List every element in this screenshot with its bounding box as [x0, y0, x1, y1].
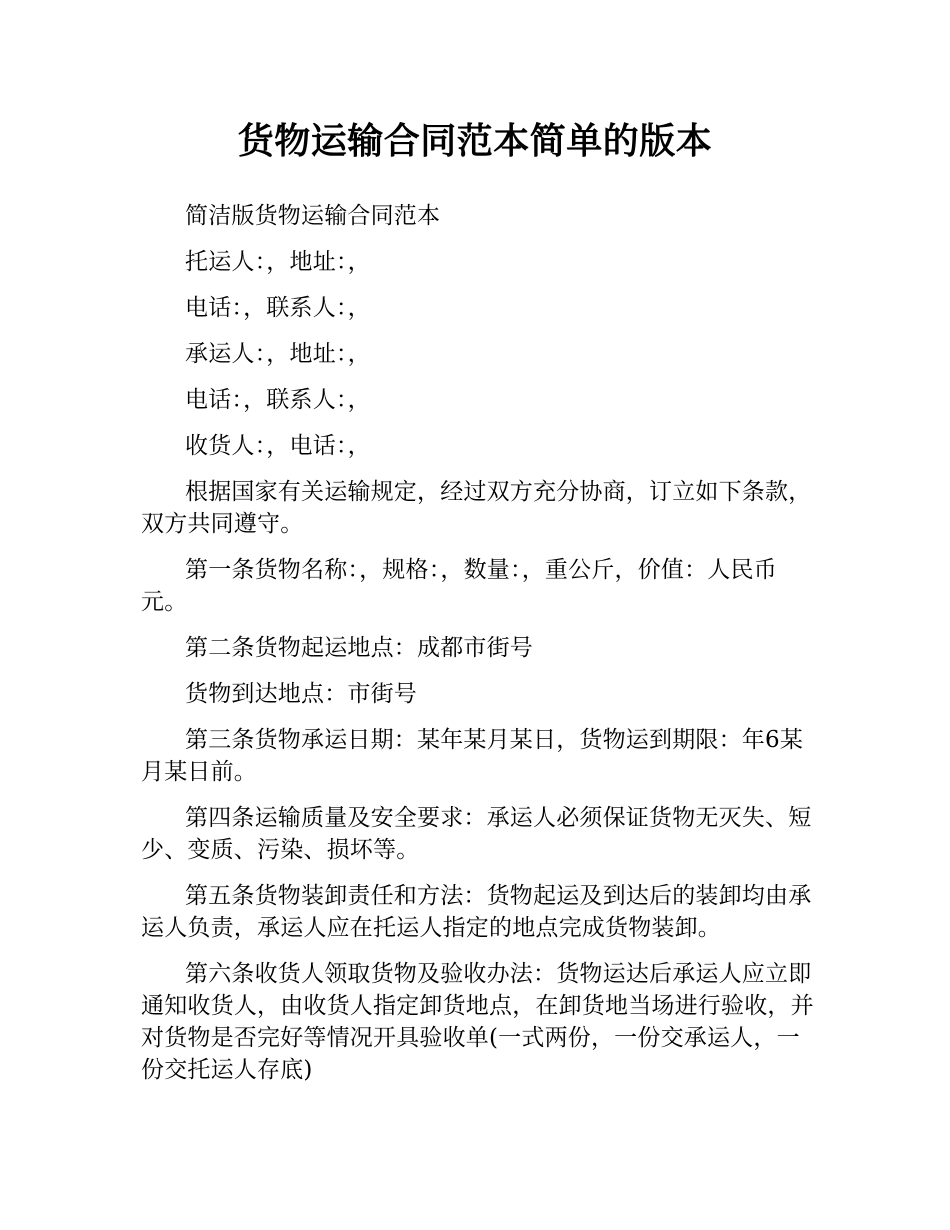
paragraph-shipper-address: 托运人：，地址：，	[185, 249, 371, 275]
paragraph-carrier-phone: 电话：，联系人：，	[185, 387, 371, 413]
paragraph-article-4: 第四条运输质量及安全要求：承运人必须保证货物无灭失、短少、变质、污染、损坏等。	[141, 805, 812, 863]
paragraph-consignee: 收货人：，电话：，	[185, 433, 371, 459]
paragraph-article-3: 第三条货物承运日期：某年某月某日，货物运到期限：年6某月某日前。	[141, 727, 804, 785]
paragraph-shipper-phone: 电话：，联系人：，	[185, 295, 371, 321]
paragraph-article-6: 第六条收货人领取货物及验收办法：货物运达后承运人应立即通知收货人，由收货人指定卸货地点，在卸货地当场进行验收，并对货物是否完好等情况开具验收单(一式两份，一份交承运人，一份交托运人存底)	[141, 961, 814, 1083]
document-body	[141, 200, 821, 1100]
paragraph-subtitle: 简洁版货物运输合同范本	[185, 203, 441, 229]
paragraph-article-2: 第二条货物起运地点：成都市街号	[185, 635, 533, 661]
paragraph-preamble: 根据国家有关运输规定，经过双方充分协商，订立如下条款，双方共同遵守。	[141, 479, 812, 537]
paragraph-article-5: 第五条货物装卸责任和方法：货物起运及到达后的装卸均由承运人负责，承运人应在托运人指定的地点完成货物装卸。	[141, 883, 812, 941]
paragraph-destination: 货物到达地点：市街号	[185, 681, 417, 707]
paragraph-article-1: 第一条货物名称：，规格：，数量：，重公斤，价值：人民币元。	[141, 557, 777, 615]
paragraph-carrier-address: 承运人：，地址：，	[185, 341, 371, 367]
document-title: 货物运输合同范本简单的版本	[237, 121, 713, 162]
